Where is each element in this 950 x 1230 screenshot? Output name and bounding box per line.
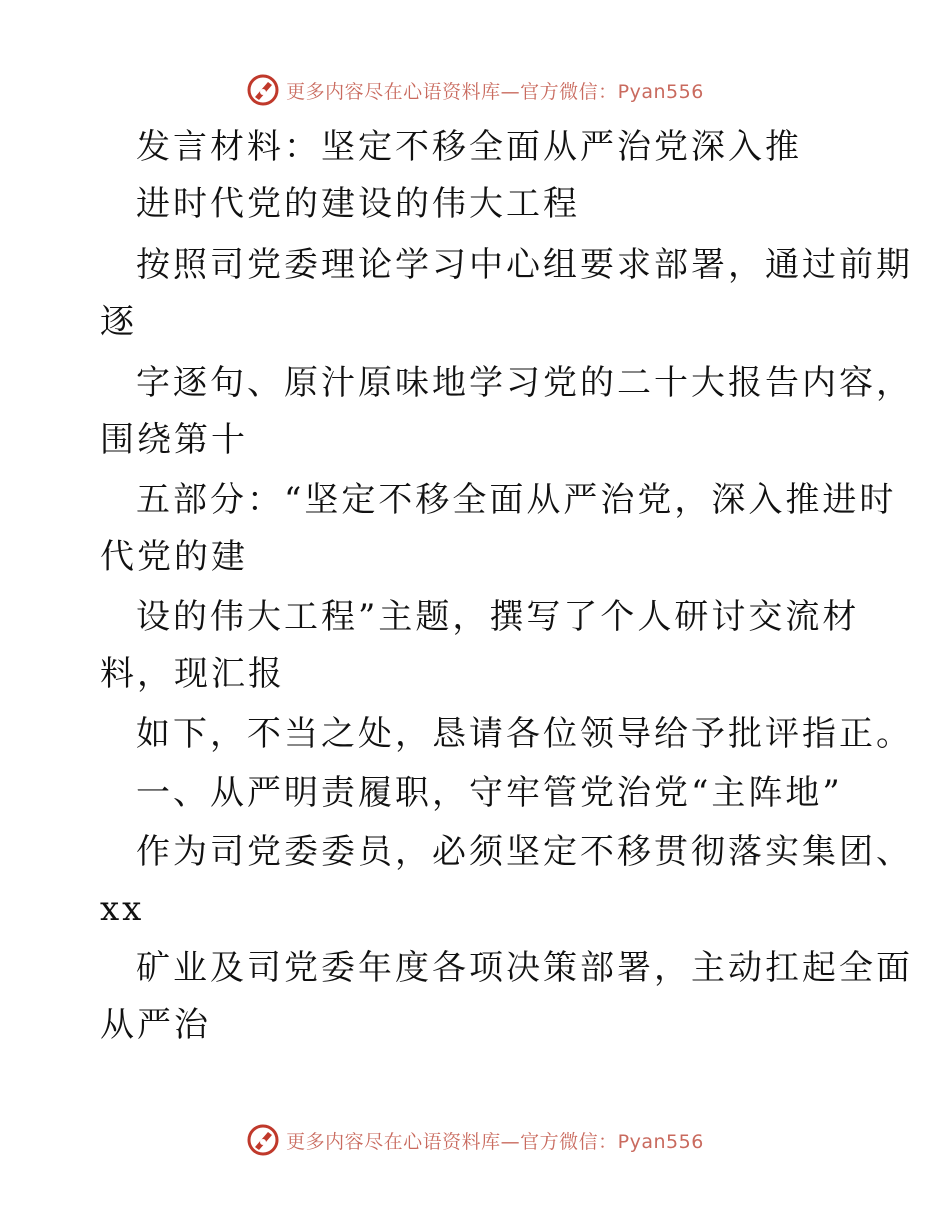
paragraph-line: 代党的建 — [100, 537, 248, 577]
title-line-1: 发言材料：坚定不移全面从严治党深入推 — [136, 127, 802, 167]
paragraph-line: 逐 — [100, 302, 137, 342]
paragraph-line: 从严治 — [100, 1005, 211, 1045]
paragraph-line: 字逐句、原汁原味地学习党的二十大报告内容， — [136, 363, 913, 403]
paragraph-line: 围绕第十 — [100, 420, 248, 460]
seal-pen-icon — [246, 1123, 280, 1157]
paragraph-line: 作为司党委委员，必须坚定不移贯彻落实集团、 — [136, 832, 913, 872]
paragraph-line: 料，现汇报 — [100, 654, 285, 694]
paragraph-line: 设的伟大工程”主题，撰写了个人研讨交流材 — [136, 597, 860, 637]
paragraph-line: 如下，不当之处，恳请各位领导给予批评指正。 — [136, 714, 913, 754]
paragraph-line: xx — [100, 889, 145, 929]
paragraph-line: 按照司党委理论学习中心组要求部署，通过前期 — [136, 245, 913, 285]
watermark-text: 更多内容尽在心语资料库—官方微信：Pyan556 — [286, 80, 704, 103]
paragraph-line: 五部分：“坚定不移全面从严治党，深入推进时 — [136, 480, 897, 520]
title-line-2: 进时代党的建设的伟大工程 — [136, 184, 580, 224]
watermark-text: 更多内容尽在心语资料库—官方微信：Pyan556 — [286, 1130, 704, 1153]
paragraph-line: 矿业及司党委年度各项决策部署，主动扛起全面 — [136, 948, 913, 988]
section-heading: 一、从严明责履职，守牢管党治党“主阵地” — [136, 773, 843, 813]
watermark-banner-bottom — [0, 1120, 950, 1160]
